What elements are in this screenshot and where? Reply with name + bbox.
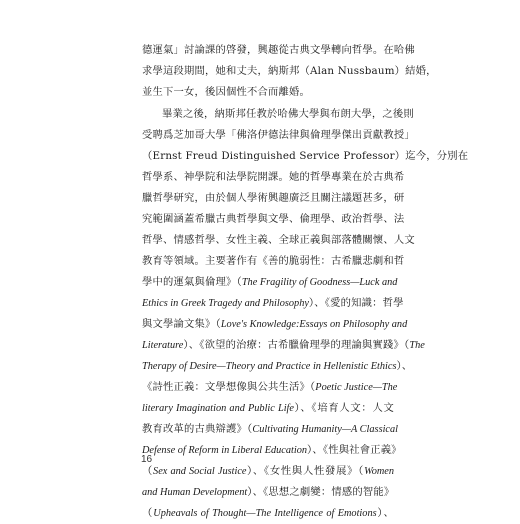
- text-line: 哲學、情感哲學、女性主義、全球正義與部落體關懷、人文: [142, 234, 415, 246]
- text-line: （Ernst Freud Distinguished Service Professor）迄今，分別在: [142, 150, 469, 162]
- text-line: 並生下一女，後因個性不合而離婚。: [142, 86, 310, 98]
- text-line: literary Imagination and Public Life）、《培育人文：人文: [142, 402, 394, 414]
- text-line: 與文學論文集》（Love's Knowledge:Essays on Philosophy and: [142, 318, 408, 330]
- text-line: Ethics in Greek Tragedy and Philosophy）、《愛的知識：哲學: [142, 297, 404, 309]
- text-line: 受聘爲芝加哥大學「佛洛伊德法律與倫理學傑出貢獻教授」: [142, 129, 415, 141]
- body-text: [142, 40, 469, 524]
- text-line: 德運氣」討論課的啓發，興趣從古典文學轉向哲學。在哈佛: [142, 44, 415, 56]
- text-line: 教育改革的古典辯護》（Cultivating Humanity—A Classical: [142, 423, 399, 435]
- text-line: Therapy of Desire—Theory and Practice in Hellenistic Ethics）、: [142, 360, 413, 372]
- paragraph-first-line: 畢業之後，納斯邦任教於哈佛大學與布朗大學，之後則: [162, 108, 414, 120]
- text-line: 臘哲學研究，由於個人學術興趣廣泛且關注議題甚多，研: [142, 192, 405, 204]
- text-line: 《詩性正義：文學想像與公共生活》（Poetic Justice—The: [142, 381, 398, 393]
- page-number: 16: [141, 454, 153, 465]
- text-line: （Sex and Social Justice）、《女性與人性發展》（Women: [142, 465, 394, 477]
- text-line: and Human Development）、《思想之劇變：情感的智能》: [142, 486, 395, 498]
- text-line: Defense of Reform in Liberal Education）、《性與社會正義》: [142, 444, 402, 456]
- text-line: （Upheavals of Thought—The Intelligence of Emotions）、: [142, 507, 395, 519]
- text-line: 求學這段期間，她和丈夫，納斯邦（Alan Nussbaum）結婚，: [142, 65, 437, 77]
- text-line: Literature）、《欲望的治療：古希臘倫理學的理論與實踐》（The: [142, 339, 425, 351]
- text-line: 學中的運氣與倫理》（The Fragility of Goodness—Luck and: [142, 276, 398, 288]
- text-line: 教育等領域。主要著作有《善的脆弱性：古希臘悲劇和哲: [142, 255, 405, 267]
- text-line: 究範圍涵蓋希臘古典哲學與文學、倫理學、政治哲學、法: [142, 213, 405, 225]
- text-line: 哲學系、神學院和法學院開課。她的哲學專業在於古典希: [142, 171, 405, 183]
